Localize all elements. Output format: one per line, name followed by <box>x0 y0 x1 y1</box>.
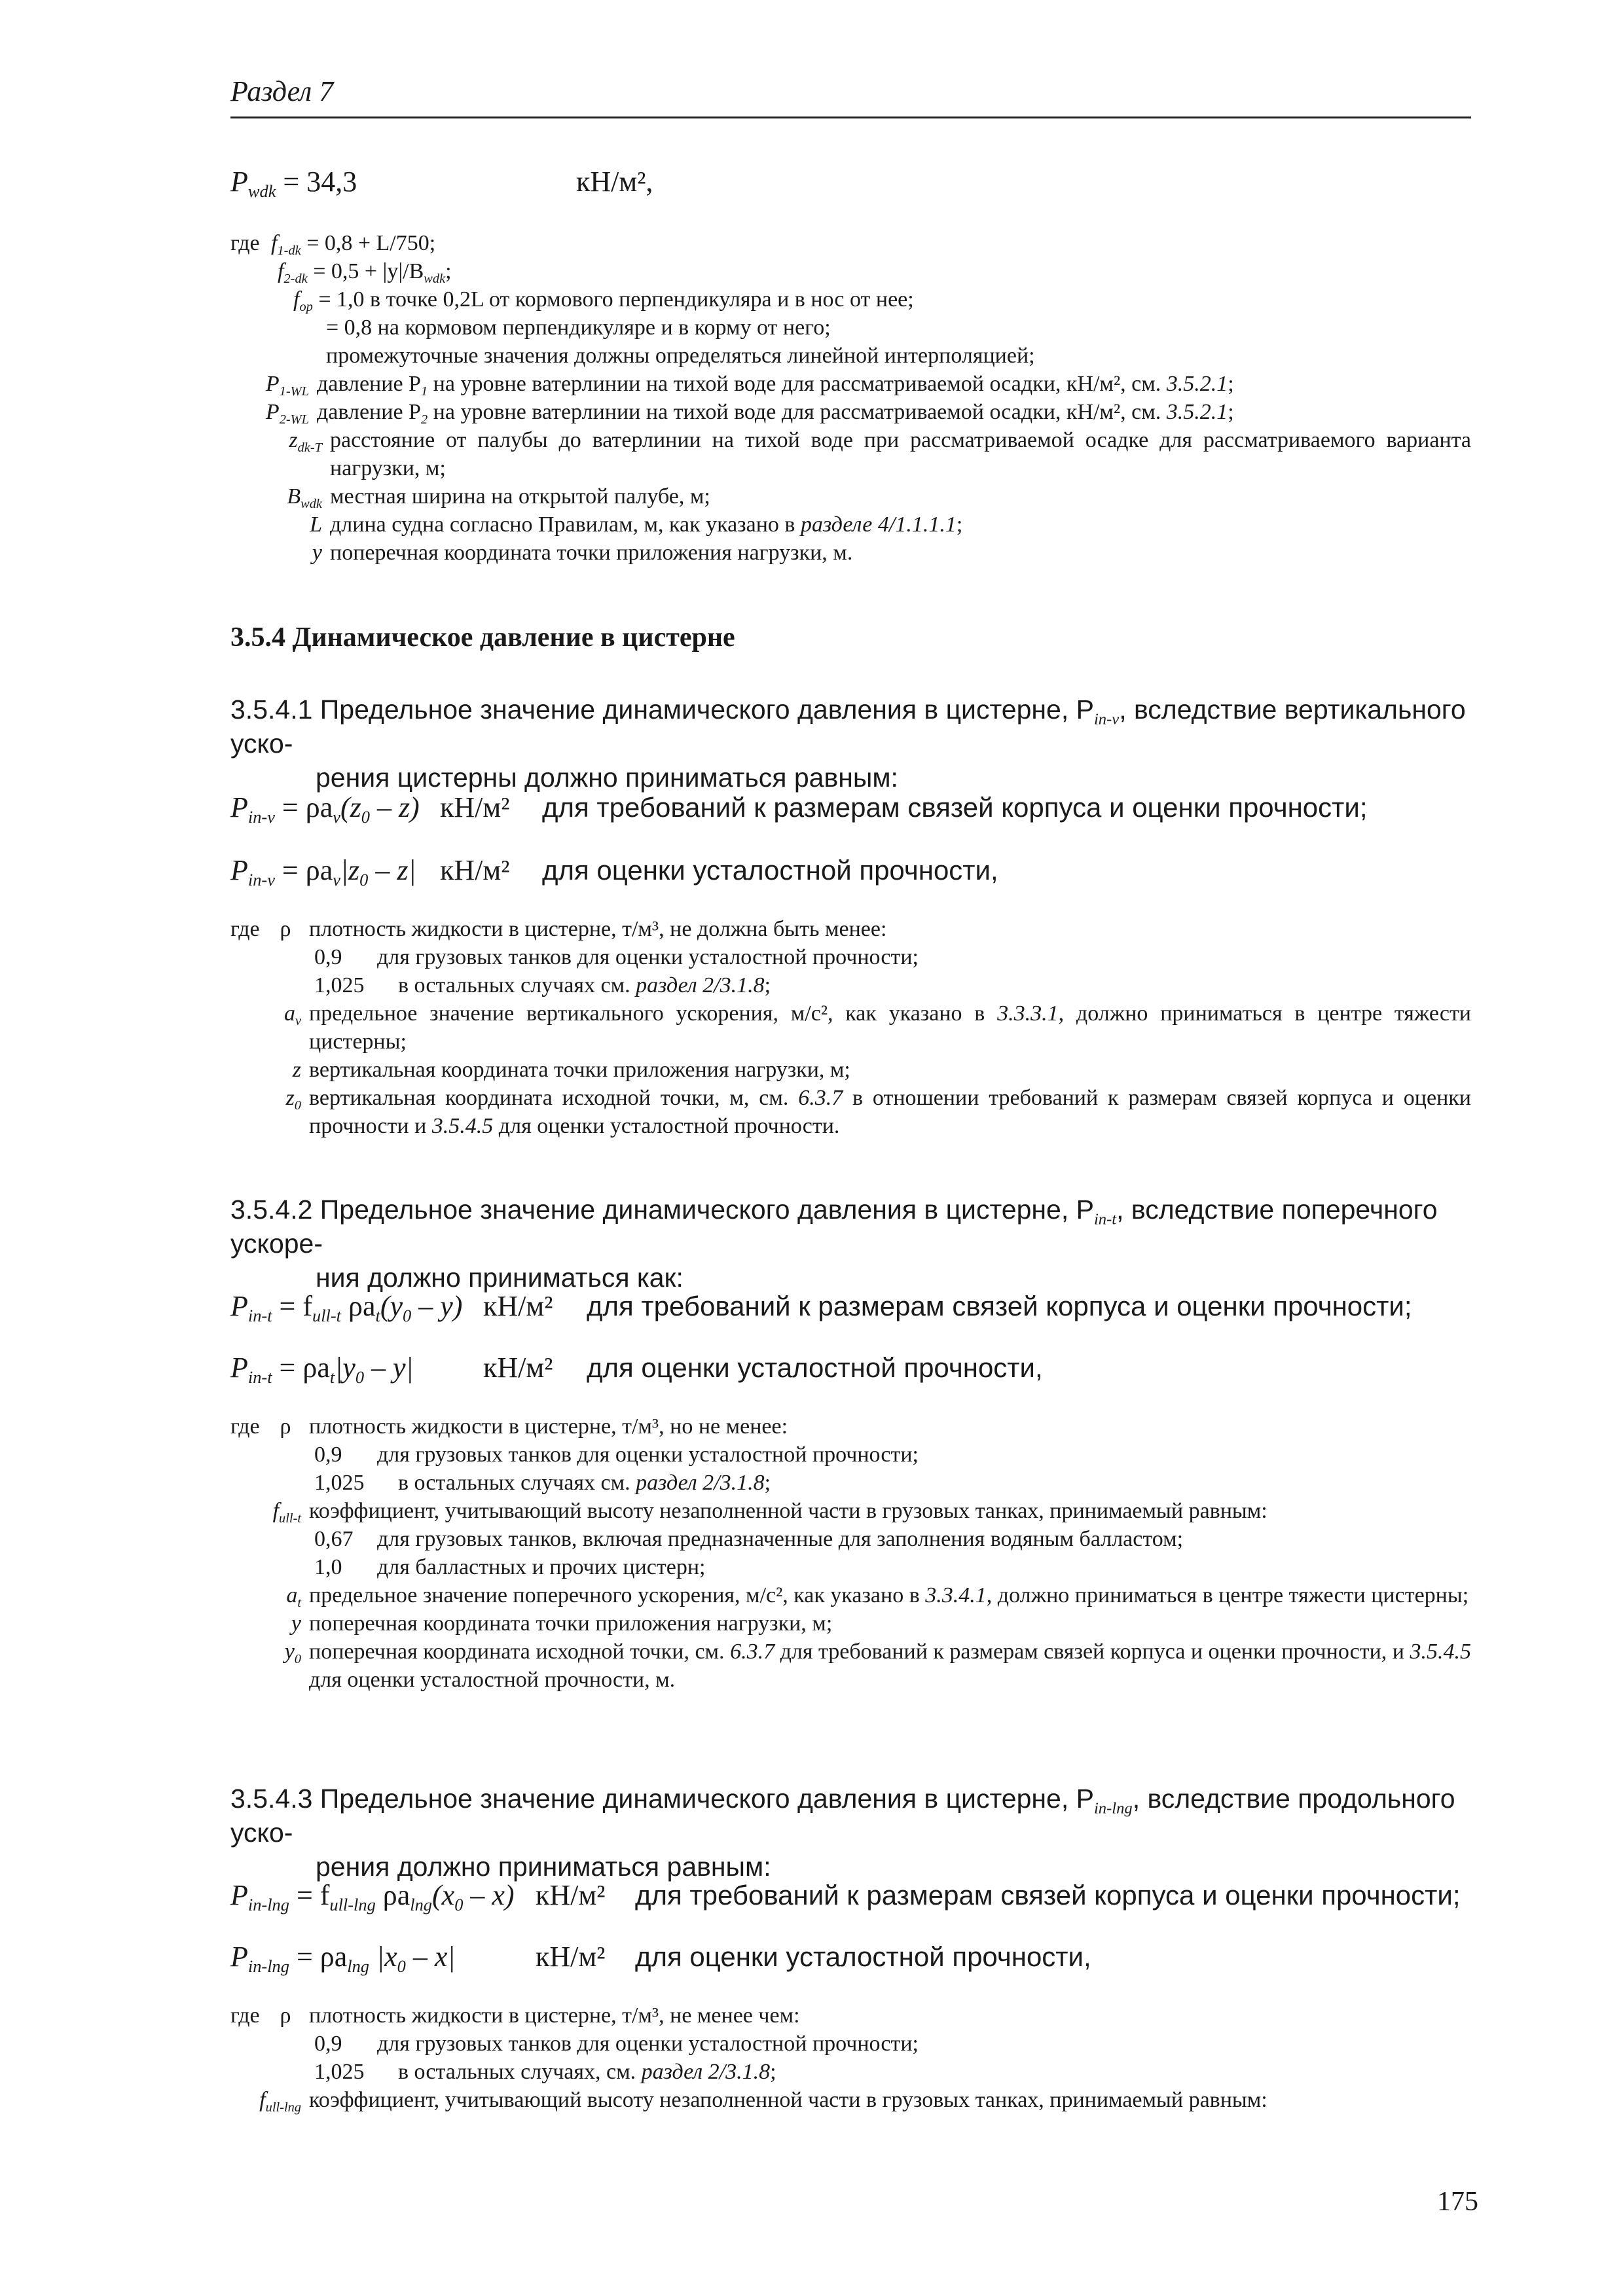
formula-pinlng-2: $P_{in-lng} = \rho a_{lng}$ $|x_0 - x|$ <box>230 1941 456 1977</box>
formula-pinv-1-condition: для требований к размерам связей корпуса и оценки прочности; <box>542 792 1368 823</box>
paragraph-3542: 3.5.4.2 Предельное значение динамического давления в цистерне, $P_{in-t}$, вследствие поперечного ускоре- ния должно приниматься как: <box>230 1194 1438 1293</box>
running-header: Раздел 7 <box>230 75 334 107</box>
formula-pint-1: $P_{in-t} = f_{ull-t}$ $\rho a_t(y_0 - y)$ <box>230 1290 463 1326</box>
formula-pinv-2-condition: для оценки усталостной прочности, <box>542 855 998 886</box>
formula-pint-1-condition: для требований к размерам связей корпуса и оценки прочности; <box>587 1291 1412 1321</box>
formula-pinlng-2-unit: кН/м² <box>536 1941 606 1973</box>
formula-pinv-2: $P_{in-v} = \rho a_v|z_0 - z|$ <box>230 854 416 890</box>
page-number: 175 <box>1437 2187 1478 2217</box>
formula-pint-2-unit: кН/м² <box>483 1352 553 1384</box>
formula-pinlng-1: $P_{in-lng} = f_{ull-lng}$ $\rho a_{lng}(x_0 - x)$ <box>230 1879 515 1915</box>
formula-pinlng-1-condition: для требований к размерам связей корпуса и оценки прочности; <box>635 1880 1461 1910</box>
formula-pinv-2-unit: кН/м² <box>440 854 510 886</box>
definitions-pwdk: где $f_{1-dk} = 0,8 + L/750$; $f_{2-dk} = 0,5 + |y|/B_{wdk}$; $f_{op} = 1,0$ в точке 0,2L от кормового перпендикуляра и в нос от нее; = 0,8 на кормовом перпендикуляре и в корму от него; промежуточные значения должны определяться линейной интерполяцией; $P_{1-WL}$ давление $P_1$ на уровне ватерлинии на тихой воде для рассматриваемой осадки, кН/м², см. 3.5.2.1; $P_{2-WL}$ давление $P_2$ на уровне ватерлинии на тихой воде для рассматриваемой осадки, кН/м², см. 3.5.2.1; $z_{dk-T}$ расстояние от палубы до ватерлинии на тихой воде при рассматриваемой осадке для рассматриваемого варианта нагрузки, м; $B_{wdk}$ местная ширина на открытой палубе, м; L длина судна согласно Правилам, м, как указано в разделе 4/1.1.1.1; y поперечная координата точки приложения нагрузки, м. <box>230 231 1471 565</box>
paragraph-3543: 3.5.4.3 Предельное значение динамического давления в цистерне, $P_{in-lng}$, вследствие продольного уско- рения должно приниматься равным: <box>230 1784 1455 1882</box>
definitions-pinlng: где ρ плотность жидкости в цистерне, т/м³, не менее чем: 0,9 для грузовых танков для оценки усталостной прочности; 1,025 в остальных случаях, см. раздел 2/3.1.8; $f_{ull-lng}$ коэффициент, учитывающий высоту незаполненной части в грузовых танках, принимаемый равным: <box>230 2003 1267 2115</box>
header-rule <box>230 117 1471 118</box>
paragraph-3541: 3.5.4.1 Предельное значение динамического давления в цистерне, $P_{in-v}$, вследствие вертикального уско- рения цистерны должно приниматься равным: <box>230 694 1466 793</box>
formula-pinlng-1-unit: кН/м² <box>536 1879 606 1911</box>
formula-pint-1-unit: кН/м² <box>483 1290 553 1322</box>
formula-pwdk-unit: кН/м², <box>576 166 653 198</box>
formula-pinlng-2-condition: для оценки усталостной прочности, <box>635 1941 1091 1972</box>
definitions-pinv: где ρ плотность жидкости в цистерне, т/м³, не должна быть менее: 0,9 для грузовых танков для оценки усталостной прочности; 1,025 в остальных случаях см. раздел 2/3.1.8; $a_v$ предельное значение вертикального ускорения, м/с², как указано в 3.3.3.1, должно приниматься в центре тяжести цистерны; z вертикальная координата точки приложения нагрузки, м; $z_0$ вертикальная координата исходной точки, м, см. 6.3.7 в отношении требований к размерам связей корпуса и оценки прочности и 3.5.4.5 для оценки усталостной прочности. <box>230 917 1472 1138</box>
formula-pint-2-condition: для оценки усталостной прочности, <box>587 1352 1043 1383</box>
formula-pint-2: $P_{in-t} = \rho a_t|y_0 - y|$ <box>230 1352 414 1388</box>
formula-pwdk: $P_{wdk} = 34,3$ <box>230 166 357 202</box>
formula-pinv-1: $P_{in-v} = \rho a_v(z_0 - z)$ <box>230 791 420 827</box>
section-heading: 3.5.4 Динамическое давление в цистерне <box>230 622 735 653</box>
definitions-pint: где ρ плотность жидкости в цистерне, т/м³, но не менее: 0,9 для грузовых танков для оценки усталостной прочности; 1,025 в остальных случаях см. раздел 2/3.1.8; $f_{ull-t}$ коэффициент, учитывающий высоту незаполненной части в грузовых танках, принимаемый равным: 0,67 для грузовых танков, включая предназначенные для заполнения водяным балластом; 1,0 для балластных и прочих цистерн; $a_t$ предельное значение поперечного ускорения, м/с², как указано в 3.3.4.1, должно приниматься в центре тяжести цистерны; y поперечная координата точки приложения нагрузки, м; $y_0$ поперечная координата исходной точки, см. 6.3.7 для требований к размерам связей корпуса и оценки прочности, и 3.5.4.5 для оценки усталостной прочности, м. <box>230 1414 1472 1692</box>
formula-pinv-1-unit: кН/м² <box>440 791 510 823</box>
